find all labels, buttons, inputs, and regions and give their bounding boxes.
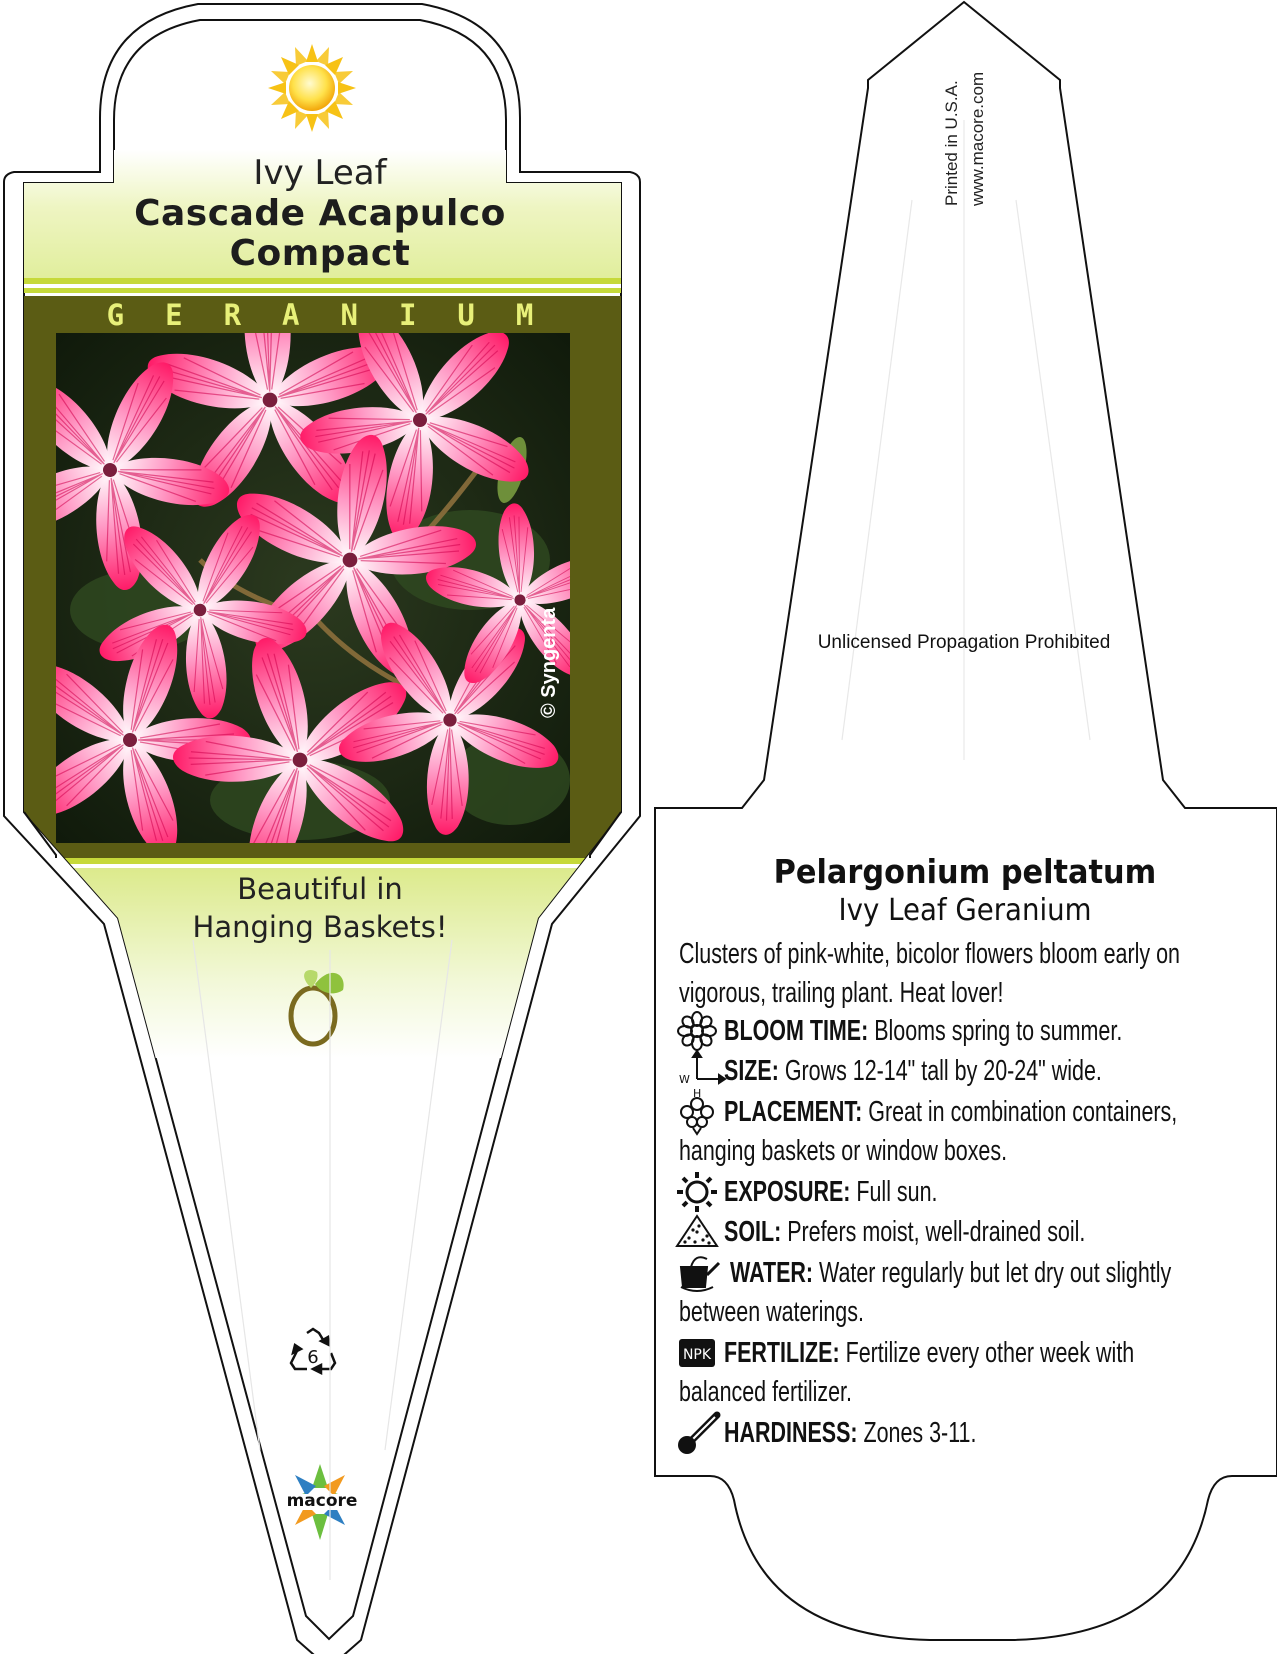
variety-subtitle: Ivy Leaf	[253, 153, 387, 193]
tagline-line-2: Hanging Baskets!	[192, 910, 448, 944]
scientific-name: Pelargonium peltatum	[773, 852, 1157, 891]
care-fertilize	[679, 1337, 1269, 1373]
sun-icon	[268, 44, 356, 132]
care-label: SIZE:	[724, 1055, 779, 1087]
tagline-line-1: Beautiful in	[237, 872, 403, 906]
care-placement	[679, 1096, 1269, 1132]
care-exposure	[679, 1176, 1269, 1212]
description-line-1: Clusters of pink-white, bicolor flowers bloom early on	[679, 938, 1180, 970]
care-water	[685, 1257, 1275, 1293]
care-text: Full sun.	[856, 1176, 938, 1208]
care-text: Blooms spring to summer.	[874, 1015, 1123, 1047]
care-bloom-time	[679, 1015, 1269, 1051]
care-label: WATER:	[730, 1257, 814, 1289]
genus-label: GERANIUM	[106, 298, 575, 332]
recycle-code: 6	[307, 1347, 319, 1368]
print-origin: Printed in U.S.A.	[942, 80, 961, 206]
size-icon-width-letter: W	[679, 1073, 690, 1086]
care-label: SOIL:	[724, 1216, 782, 1248]
care-label: HARDINESS:	[724, 1417, 858, 1449]
npk-icon-text: NPK	[682, 1347, 712, 1363]
care-label: EXPOSURE:	[724, 1176, 851, 1208]
care-size	[679, 1055, 1269, 1091]
care-text: Prefers moist, well-drained soil.	[787, 1216, 1086, 1248]
size-icon-height-letter: H	[693, 1087, 702, 1100]
care-text: Zones 3-11.	[863, 1417, 977, 1449]
variety-name-line-1: Cascade Acapulco	[134, 193, 506, 234]
variety-name-line-2: Compact	[229, 233, 411, 274]
care-label: PLACEMENT:	[724, 1096, 863, 1128]
brand-name: macore	[286, 1491, 358, 1511]
description-line-2: vigorous, trailing plant. Heat lover!	[679, 977, 1004, 1009]
care-water-continuation: between waterings.	[679, 1296, 864, 1328]
care-fertilize-continuation: balanced fertilizer.	[679, 1376, 852, 1408]
care-text: Great in combination containers,	[868, 1096, 1178, 1128]
care-placement-continuation: hanging baskets or window boxes.	[679, 1135, 1008, 1167]
flower-photo	[0, 258, 645, 907]
care-text: Water regularly but let dry out slightly	[819, 1257, 1172, 1289]
care-label: BLOOM TIME:	[724, 1015, 869, 1047]
common-name: Ivy Leaf Geranium	[838, 893, 1092, 928]
care-text: Fertilize every other week with	[845, 1337, 1135, 1369]
care-label: FERTILIZE:	[724, 1337, 840, 1369]
photo-credit: © Syngenta	[538, 607, 560, 718]
print-website: www.macore.com	[968, 71, 987, 206]
care-soil	[679, 1216, 1269, 1252]
care-text: Grows 12-14" tall by 20-24" wide.	[784, 1055, 1102, 1087]
care-hardiness	[679, 1417, 1269, 1453]
legal-note: Unlicensed Propagation Prohibited	[817, 632, 1111, 653]
